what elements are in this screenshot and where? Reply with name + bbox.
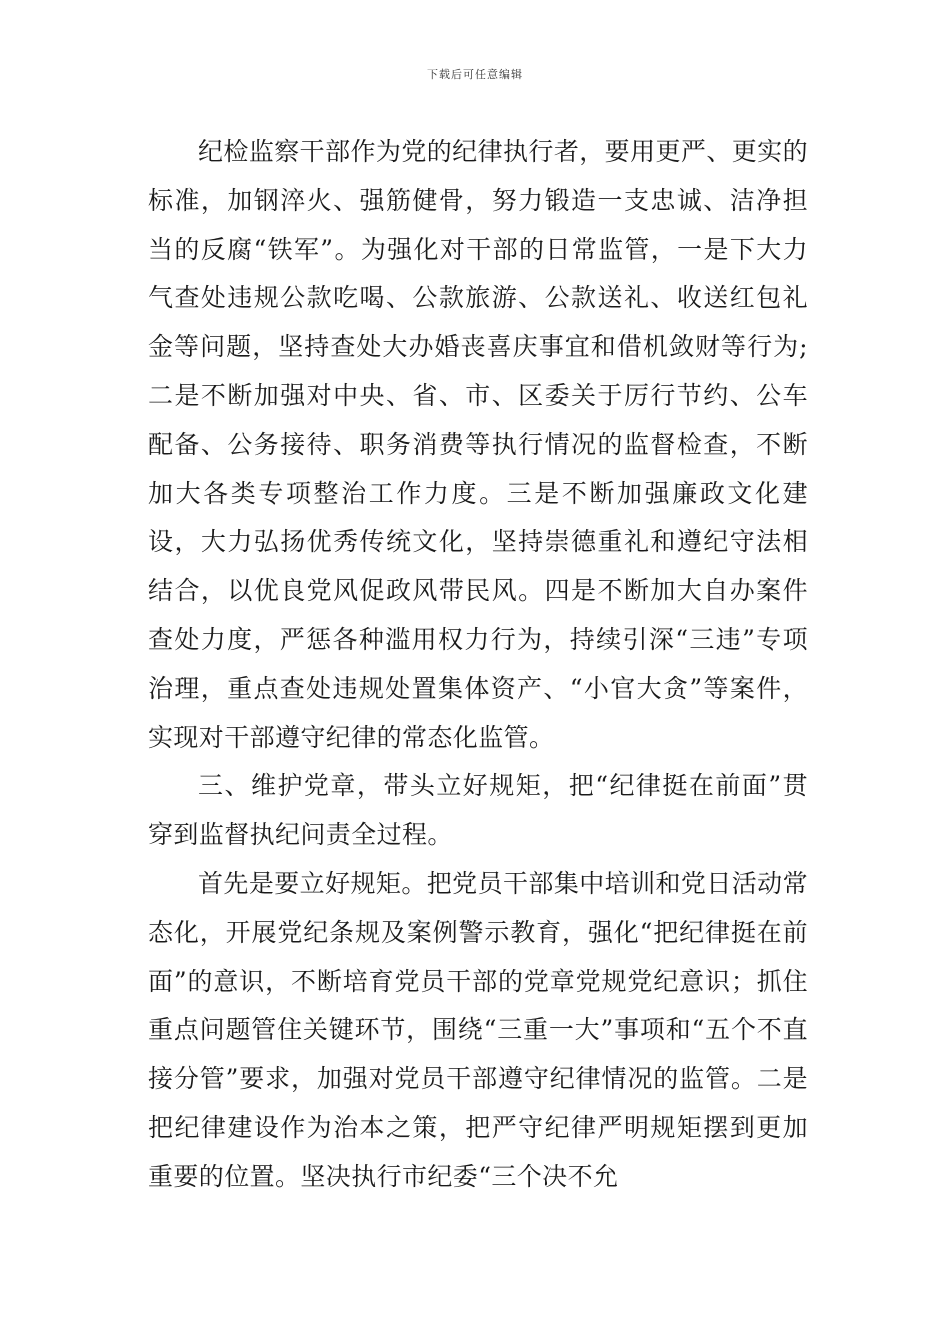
paragraph-establish-rules: 首先是要立好规矩。把党员干部集中培训和党日活动常态化，开展党纪条规及案例警示教育，强化“把纪律挺在前面”的意识，不断培育党员干部的党章党规党纪意识；抓住重点问题管住关键环节，围绕“三重一大”事项和“五个不直接分管”要求，加强对党员干部遵守纪律情况的监管。二是把纪律建设作为治本之策，把严守纪律严明规矩摆到更加重要的位置。坚决执行市纪委“三个决不允 (148, 868, 808, 1191)
page-header-note: 下载后可任意编辑 (427, 68, 523, 81)
paragraph-discipline-supervision: 纪检监察干部作为党的纪律执行者，要用更严、更实的标准，加钢淬火、强筋健骨，努力锻造一支忠诚、洁净担当的反腐“铁军”。为强化对干部的日常监管，一是下大力气查处违规公款吃喝、公款旅游、公款送礼、收送红包礼金等问题，坚持查处大办婚丧喜庆事宜和借机敛财等行为;二是不断加强对中央、省、市、区委关于厉行节约、公车配备、公务接待、职务消费等执行情况的监督检查，不断加大各类专项整治工作力度。三是不断加强廉政文化建设，大力弘扬优秀传统文化，坚持崇德重礼和遵纪守法相结合，以优良党风促政风带民风。四是不断加大自办案件查处力度，严惩各种滥用权力行为，持续引深“三违”专项治理，重点查处违规处置集体资产、“小官大贪”等案件，实现对干部遵守纪律的常态化监管。 (148, 137, 808, 752)
document-body (148, 128, 808, 1202)
paragraph-section-three-heading: 三、维护党章，带头立好规矩，把“纪律挺在前面”贯穿到监督执纪问责全过程。 (148, 771, 808, 850)
